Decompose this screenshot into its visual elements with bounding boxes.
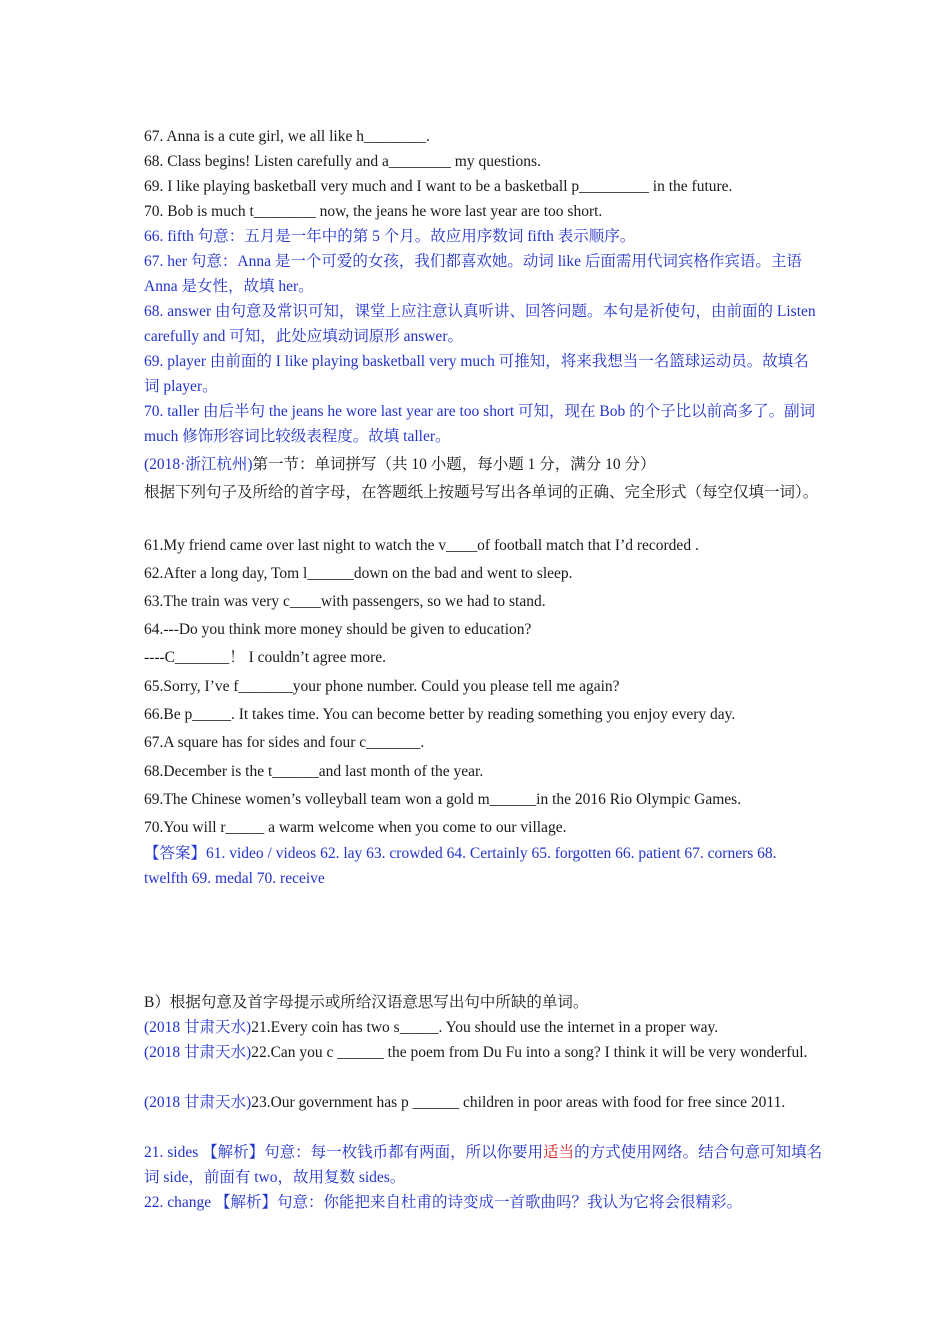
answer-21: 21. sides 【解析】句意：每一枚钱币都有两面，所以你要用适当的方式使用网络。结合句意可知填名词 side，前面有 two，故用复数 sides。	[144, 1144, 823, 1186]
question-70b: 70.You will r_____ a warm welcome when you come to our village.	[144, 819, 567, 836]
question-70: 70. Bob is much t________ now, the jeans he wore last year are too short.	[144, 203, 603, 220]
question-61: 61.My friend came over last night to watch the v____of football match that I’d recorded .	[144, 537, 699, 554]
heading-text: 第一节：单词拼写（共 10 小题，每小题 1 分，满分 10 分）	[252, 456, 656, 473]
question-65: 65.Sorry, I’ve f_______your phone number. Could you please tell me again?	[144, 678, 620, 695]
answer-68: 68. answer 由句意及常识可知，课堂上应注意认真听讲、回答问题。本句是祈使句，由前面的 Listen carefully and 可知，此处应填动词原形 answer。	[144, 303, 816, 345]
source-tag: (2018 甘肃天水)	[144, 1094, 252, 1111]
highlight-word: 适当	[543, 1144, 575, 1161]
question-67: 67. Anna is a cute girl, we all like h________.	[144, 128, 430, 145]
question-21: (2018 甘肃天水)21.Every coin has two s_____. You should use the internet in a proper way.	[144, 1019, 719, 1036]
answer-66: 66. fifth 句意：五月是一年中的第 5 个月。故应用序数词 fifth 表示顺序。	[144, 228, 636, 245]
answer-69: 69. player 由前面的 I like playing basketball very much 可推知，将来我想当一名篮球运动员。故填名词 player。	[144, 353, 809, 395]
question-69b: 69.The Chinese women’s volleyball team won a gold m______in the 2016 Rio Olympic Games.	[144, 791, 742, 808]
source-tag: (2018 甘肃天水)	[144, 1019, 252, 1036]
question-64: 64.---Do you think more money should be given to education?	[144, 621, 532, 638]
instruction: 根据下列句子及所给的首字母，在答题纸上按题号写出各单词的正确、完全形式（每空仅填一词）。	[144, 484, 819, 501]
question-23: (2018 甘肃天水)23.Our government has p ______ children in poor areas with food for free since 2011.	[144, 1094, 786, 1111]
question-62: 62.After a long day, Tom l______down on the bad and went to sleep.	[144, 565, 573, 582]
question-67b: 67.A square has for sides and four c_______.	[144, 734, 425, 751]
question-66: 66.Be p_____. It takes time. You can become better by reading something you enjoy every day.	[144, 706, 736, 723]
section-b-heading: B）根据句意及首字母提示或所给汉语意思写出句中所缺的单词。	[144, 994, 589, 1011]
question-22: (2018 甘肃天水)22.Can you c ______ the poem from Du Fu into a song? I think it will be very wonderful.	[144, 1044, 808, 1061]
answer-key: 【答案】61. video / videos 62. lay 63. crowded 64. Certainly 65. forgotten 66. patient 67. corners 68. twelfth 69. medal 70. receive	[144, 845, 777, 887]
source-tag: (2018 甘肃天水)	[144, 1044, 252, 1061]
source-tag: (2018·浙江杭州)	[144, 456, 253, 473]
question-68: 68. Class begins! Listen carefully and a________ my questions.	[144, 153, 541, 170]
question-64-reply: ----C_______！ I couldn’t agree more.	[144, 649, 387, 666]
answer-70: 70. taller 由后半句 the jeans he wore last year are too short 可知，现在 Bob 的个子比以前高多了。副词 much 修饰形容词比较级表程度。故填 taller。	[144, 403, 816, 445]
question-69: 69. I like playing basketball very much and I want to be a basketball p_________ in the future.	[144, 178, 733, 195]
question-68b: 68.December is the t______and last month of the year.	[144, 763, 484, 780]
section-heading	[144, 452, 824, 477]
answer-22: 22. change 【解析】句意：你能把来自杜甫的诗变成一首歌曲吗？我认为它将会很精彩。	[144, 1194, 743, 1211]
question-63: 63.The train was very c____with passengers, so we had to stand.	[144, 593, 546, 610]
answer-67: 67. her 句意：Anna 是一个可爱的女孩，我们都喜欢她。动词 like 后面需用代词宾格作宾语。主语 Anna 是女性，故填 her。	[144, 253, 802, 295]
